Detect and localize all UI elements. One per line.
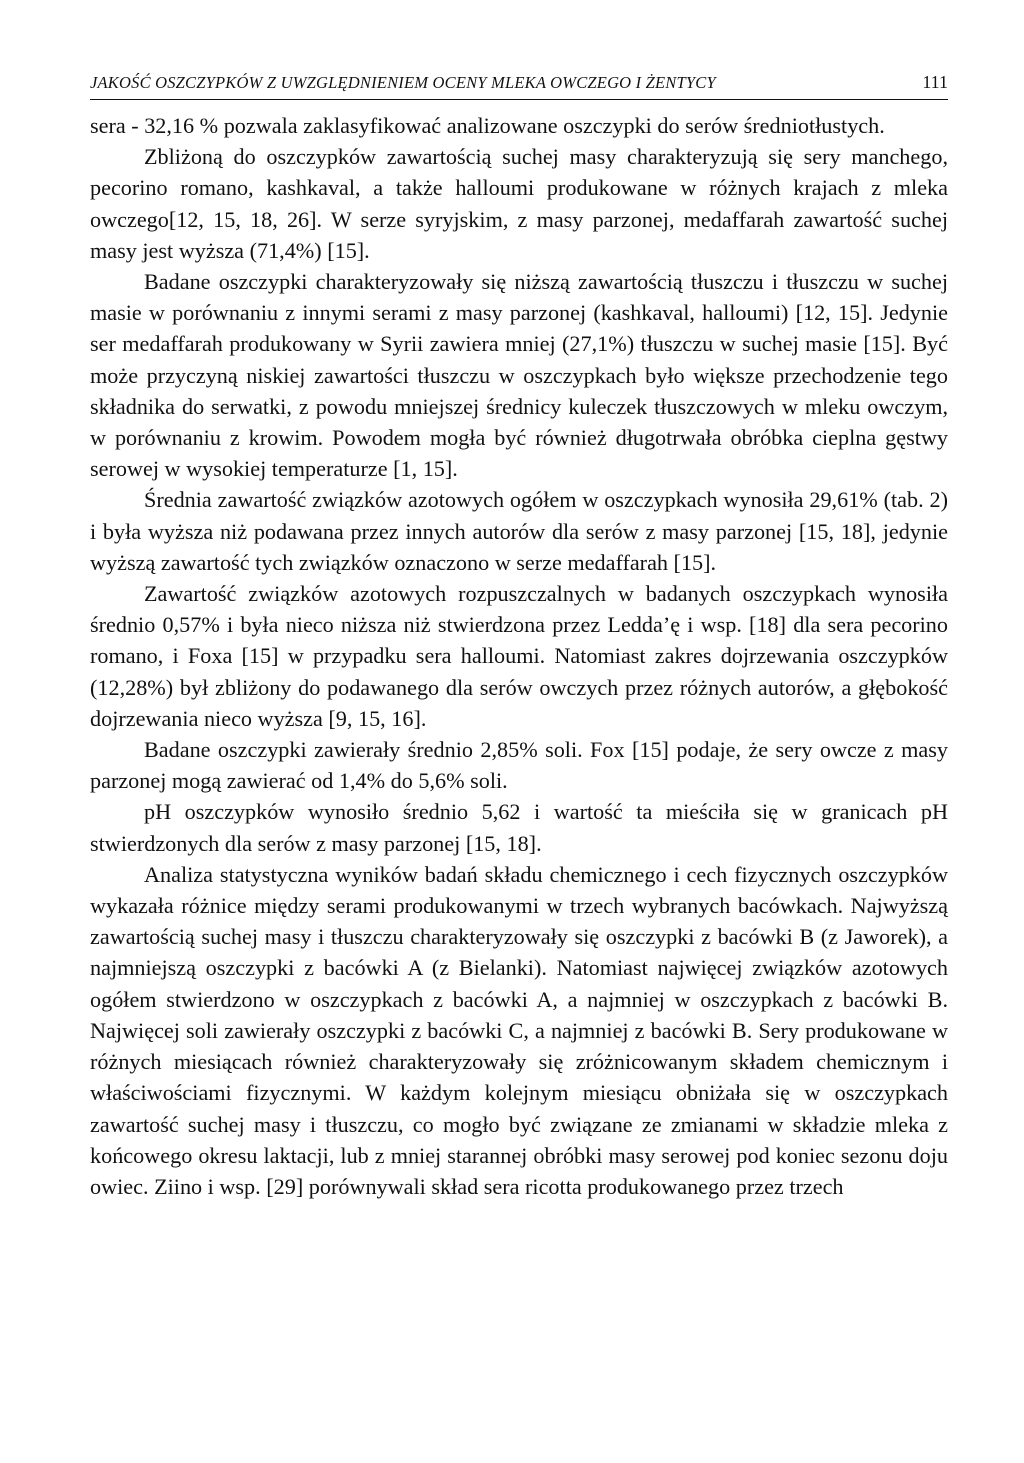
paragraph: Badane oszczypki zawierały średnio 2,85% soli. Fox [15] podaje, że sery owcze z masy parzonej mogą zawierać od 1,4% do 5,6% soli. — [90, 737, 948, 794]
paragraph: Analiza statystyczna wyników badań składu chemicznego i cech fizycznych oszczypków wykazała różnice między serami produkowanymi w trzech wybranych bacówkach. Najwyższą zawartością suchej masy i tłuszczu charakteryzowały się oszczypki z bacówki B (z Jaworek), a najmniejszą oszczypki z bacówki A (z Bielanki). Natomiast najwięcej związków azotowych ogółem stwierdzono w oszczypkach z bacówki A, a najmniej w oszczypkach z bacówki B. Najwięcej soli zawierały oszczypki z bacówki C, a najmniej z bacówki B. Sery produkowane w różnych miesiącach również charakteryzowały się zróżnicowanym składem chemicznym i właściwościami fizycznymi. W każdym kolejnym miesiącu obniżała się w oszczypkach zawartość suchej masy i tłuszczu, co mogło być związane ze zmianami w składzie mleka z końcowego okresu laktacji, lub z mniej starannej obróbki masy serowej pod koniec sezonu doju owiec. Ziino i wsp. [29] porównywali skład sera ricotta produkowanego przez trzech — [90, 861, 948, 1199]
paragraph: Zawartość związków azotowych rozpuszczalnych w badanych oszczypkach wynosiła średnio 0,57% i była nieco niższa niż stwierdzona przez Ledda’ę i wsp. [18] dla sera pecorino romano, i Foxa [15] w przypadku sera halloumi. Natomiast zakres dojrzewania oszczypków (12,28%) był zbliżony do podawanego dla serów owczych przez różnych autorów, a głębokość dojrzewania nieco wyższa [9, 15, 16]. — [90, 581, 948, 731]
page-number: 111 — [922, 72, 948, 92]
document-page — [90, 72, 948, 1202]
running-header — [90, 72, 948, 100]
body-text — [90, 110, 948, 1202]
paragraph: pH oszczypków wynosiło średnio 5,62 i wartość ta mieściła się w granicach pH stwierdzonych dla serów z masy parzonej [15, 18]. — [90, 799, 948, 856]
paragraph: Średnia zawartość związków azotowych ogółem w oszczypkach wynosiła 29,61% (tab. 2) i była wyższa niż podawana przez innych autorów dla serów z masy parzonej [15, 18], jedynie wyższą zawartość tych związków oznaczono w serze medaffarah [15]. — [90, 487, 948, 575]
paragraph: Zbliżoną do oszczypków zawartością suchej masy charakteryzują się sery manchego, pecorino romano, kashkaval, a także halloumi produkowane w różnych krajach z mleka owczego[12, 15, 18, 26]. W serze syryjskim, z masy parzonej, medaffarah zawartość suchej masy jest wyższa (71,4%) [15]. — [90, 144, 948, 263]
paragraph: sera - 32,16 % pozwala zaklasyfikować analizowane oszczypki do serów średniotłustych. — [90, 113, 885, 138]
running-title: JAKOŚĆ OSZCZYPKÓW Z UWZGLĘDNIENIEM OCENY MLEKA OWCZEGO I ŻENTYCY — [90, 73, 716, 92]
paragraph: Badane oszczypki charakteryzowały się niższą zawartością tłuszczu i tłuszczu w suchej masie w porównaniu z innymi serami z masy parzonej (kashkaval, halloumi) [12, 15]. Jedynie ser medaffarah produkowany w Syrii zawiera mniej (27,1%) tłuszczu w suchej masie [15]. Być może przyczyną niskiej zawartości tłuszczu w oszczypkach było większe przechodzenie tego składnika do serwatki, z powodu mniejszej średnicy kuleczek tłuszczowych w mleku owczym, w porównaniu z krowim. Powodem mogła być również długotrwała obróbka cieplna gęstwy serowej w wysokiej temperaturze [1, 15]. — [90, 269, 948, 482]
